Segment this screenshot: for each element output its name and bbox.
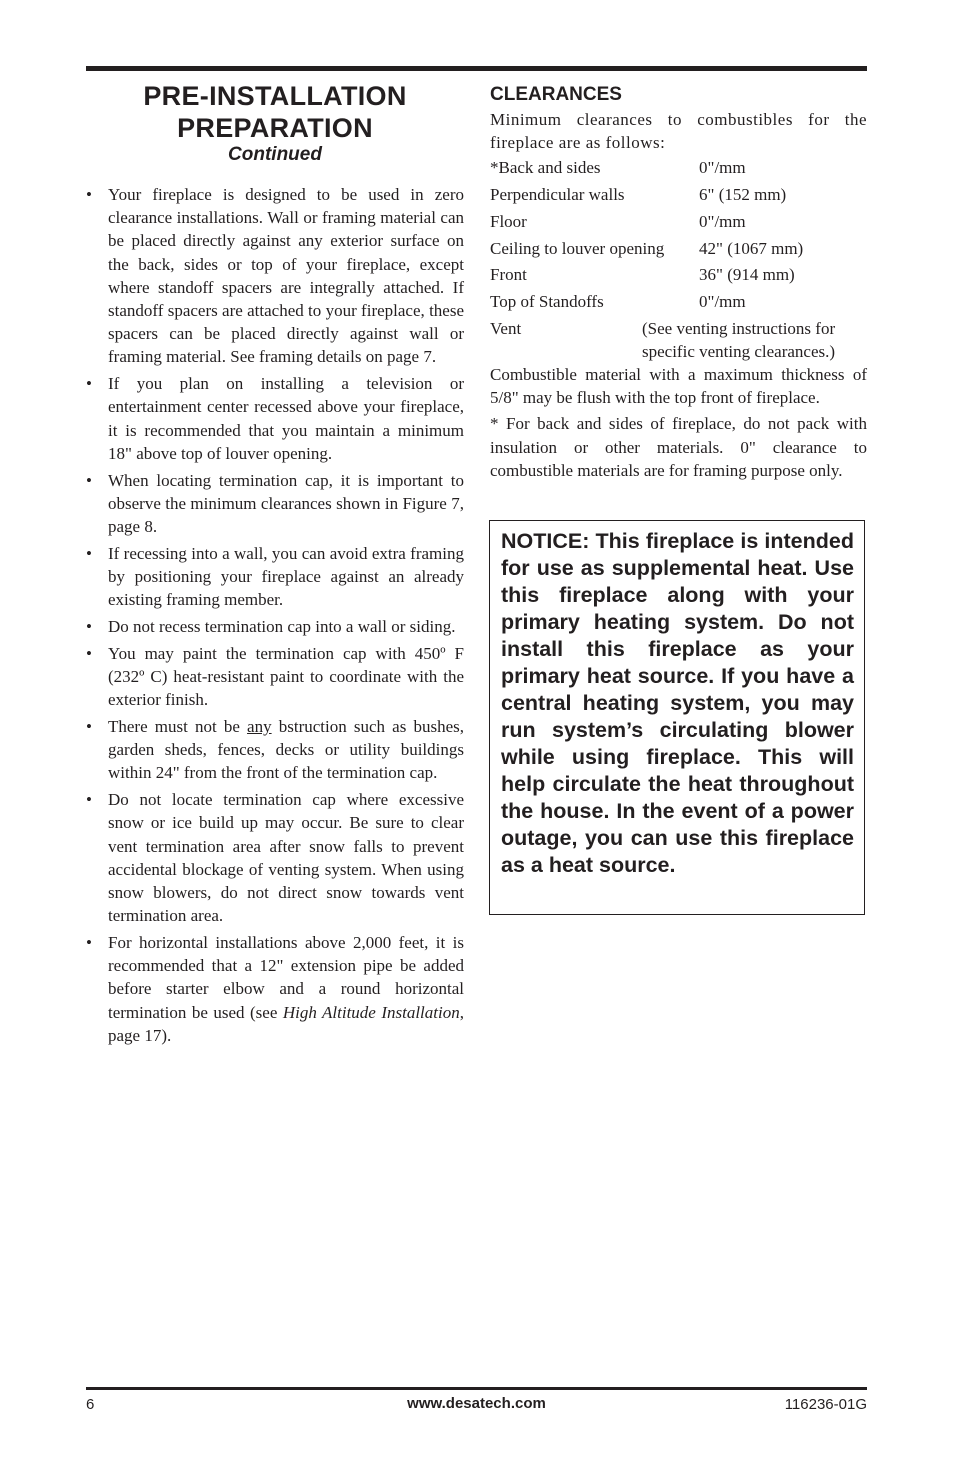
list-item: • When locating termination cap, it is important to observe the minimum clearances shown in Figure 7, page 8. — [86, 470, 464, 537]
left-column — [86, 80, 464, 1051]
clearances-table — [490, 155, 867, 315]
page-footer — [86, 1394, 867, 1416]
bullet-icon: • — [86, 185, 92, 204]
page-number: 6 — [86, 1396, 95, 1413]
continued-label: Continued — [228, 144, 322, 165]
top-rule — [86, 66, 867, 71]
list-item: • For horizontal installations above 2,000 feet, it is recommended that a 12" extension pipe be added before starter elbow and a round horizontal termination be used (see High Altitude Installation, page 17). — [86, 933, 464, 1045]
table-row: Front 36" (914 mm) — [490, 265, 795, 285]
website-link[interactable]: www.desatech.com — [407, 1395, 546, 1412]
notice-text: NOTICE: This fireplace is intended for use as supplemental heat. Use this fireplace along with your primary heating system. Do not install this fireplace as your primary heat source. If you have a central heating system, you may run system’s circulating blower while using fireplace. This will help circulate the heat throughout the house. In the event of a power outage, you can use this fireplace as a heat source. — [501, 529, 854, 877]
section-heading — [86, 80, 464, 144]
bottom-rule — [86, 1387, 867, 1390]
right-column — [490, 82, 867, 482]
combustible-note: Combustible material with a maximum thickness of 5/8" may be flush with the top front of fireplace. — [490, 365, 867, 408]
preparation-list — [86, 183, 464, 1047]
table-row: *Back and sides 0"/mm — [490, 158, 746, 178]
clearances-intro: Minimum clearances to combustibles for the fireplace are as follows: — [490, 110, 867, 153]
notice-box — [489, 520, 865, 915]
bullet-icon: • — [86, 717, 92, 737]
vent-label: Vent — [490, 318, 522, 338]
vent-value: (See venting instructions for specific venting clearances.) — [642, 318, 836, 361]
bullet-icon: • — [86, 543, 92, 563]
table-row: Top of Standoffs 0"/mm — [490, 291, 746, 311]
list-item: • If you plan on installing a television or entertainment center recessed above your fireplace, it is recommended that you maintain a minimum 18" above top of louver opening. — [86, 374, 464, 463]
bullet-icon: • — [86, 933, 92, 953]
list-item: • Do not recess termination cap into a wall or siding. — [86, 615, 464, 638]
heading-line-1: PRE-INSTALLATION — [143, 81, 407, 111]
table-row: Floor 0"/mm — [490, 211, 746, 231]
bullet-icon: • — [86, 617, 92, 637]
heading-line-2: PREPARATION — [177, 113, 373, 143]
cross-reference: High Altitude Installation — [282, 1002, 460, 1022]
bullet-icon: • — [86, 374, 92, 394]
bullet-icon: • — [86, 643, 92, 663]
back-sides-note: * For back and sides of fireplace, do not pack with insulation or other materials. 0" clearance to combustible materials are for framing purpose only. — [490, 414, 867, 480]
list-item: • Your fireplace is designed to be used in zero clearance installations. Wall or framing material can be placed directly against any exterior surface on the back, sides or top of your fireplace, except where standoff spacers are integrally attached. If standoff spacers are attached to your fireplace, these spacers can be placed directly against wall or framing material. See framing details on page 7. — [86, 185, 464, 367]
table-row: Ceiling to louver opening 42" (1067 mm) — [490, 238, 804, 258]
list-item: • You may paint the termination cap with 450º F (232º C) heat-resistant paint to coordinate with the exterior finish. — [86, 643, 464, 710]
clearances-heading: CLEARANCES — [490, 84, 622, 105]
list-item: • If recessing into a wall, you can avoid extra framing by positioning your fireplace against an already existing framing member. — [86, 543, 464, 610]
table-row: Perpendicular walls 6" (152 mm) — [490, 185, 787, 205]
bullet-icon: • — [86, 470, 92, 490]
document-number: 116236-01G — [784, 1396, 867, 1413]
bullet-icon: • — [86, 790, 92, 810]
underlined-word: any — [247, 717, 272, 737]
vent-clearance-row — [490, 317, 867, 363]
list-item: • There must not be any bstruction such as bushes, garden sheds, fences, decks or utility buildings within 24" from the front of the termination cap. — [86, 717, 465, 783]
list-item: • Do not locate termination cap where excessive snow or ice build up may occur. Be sure to clear vent termination area after snow falls to prevent accidental blockage of venting system. When using snow blowers, do not direct snow towards vent termination area. — [86, 790, 464, 926]
